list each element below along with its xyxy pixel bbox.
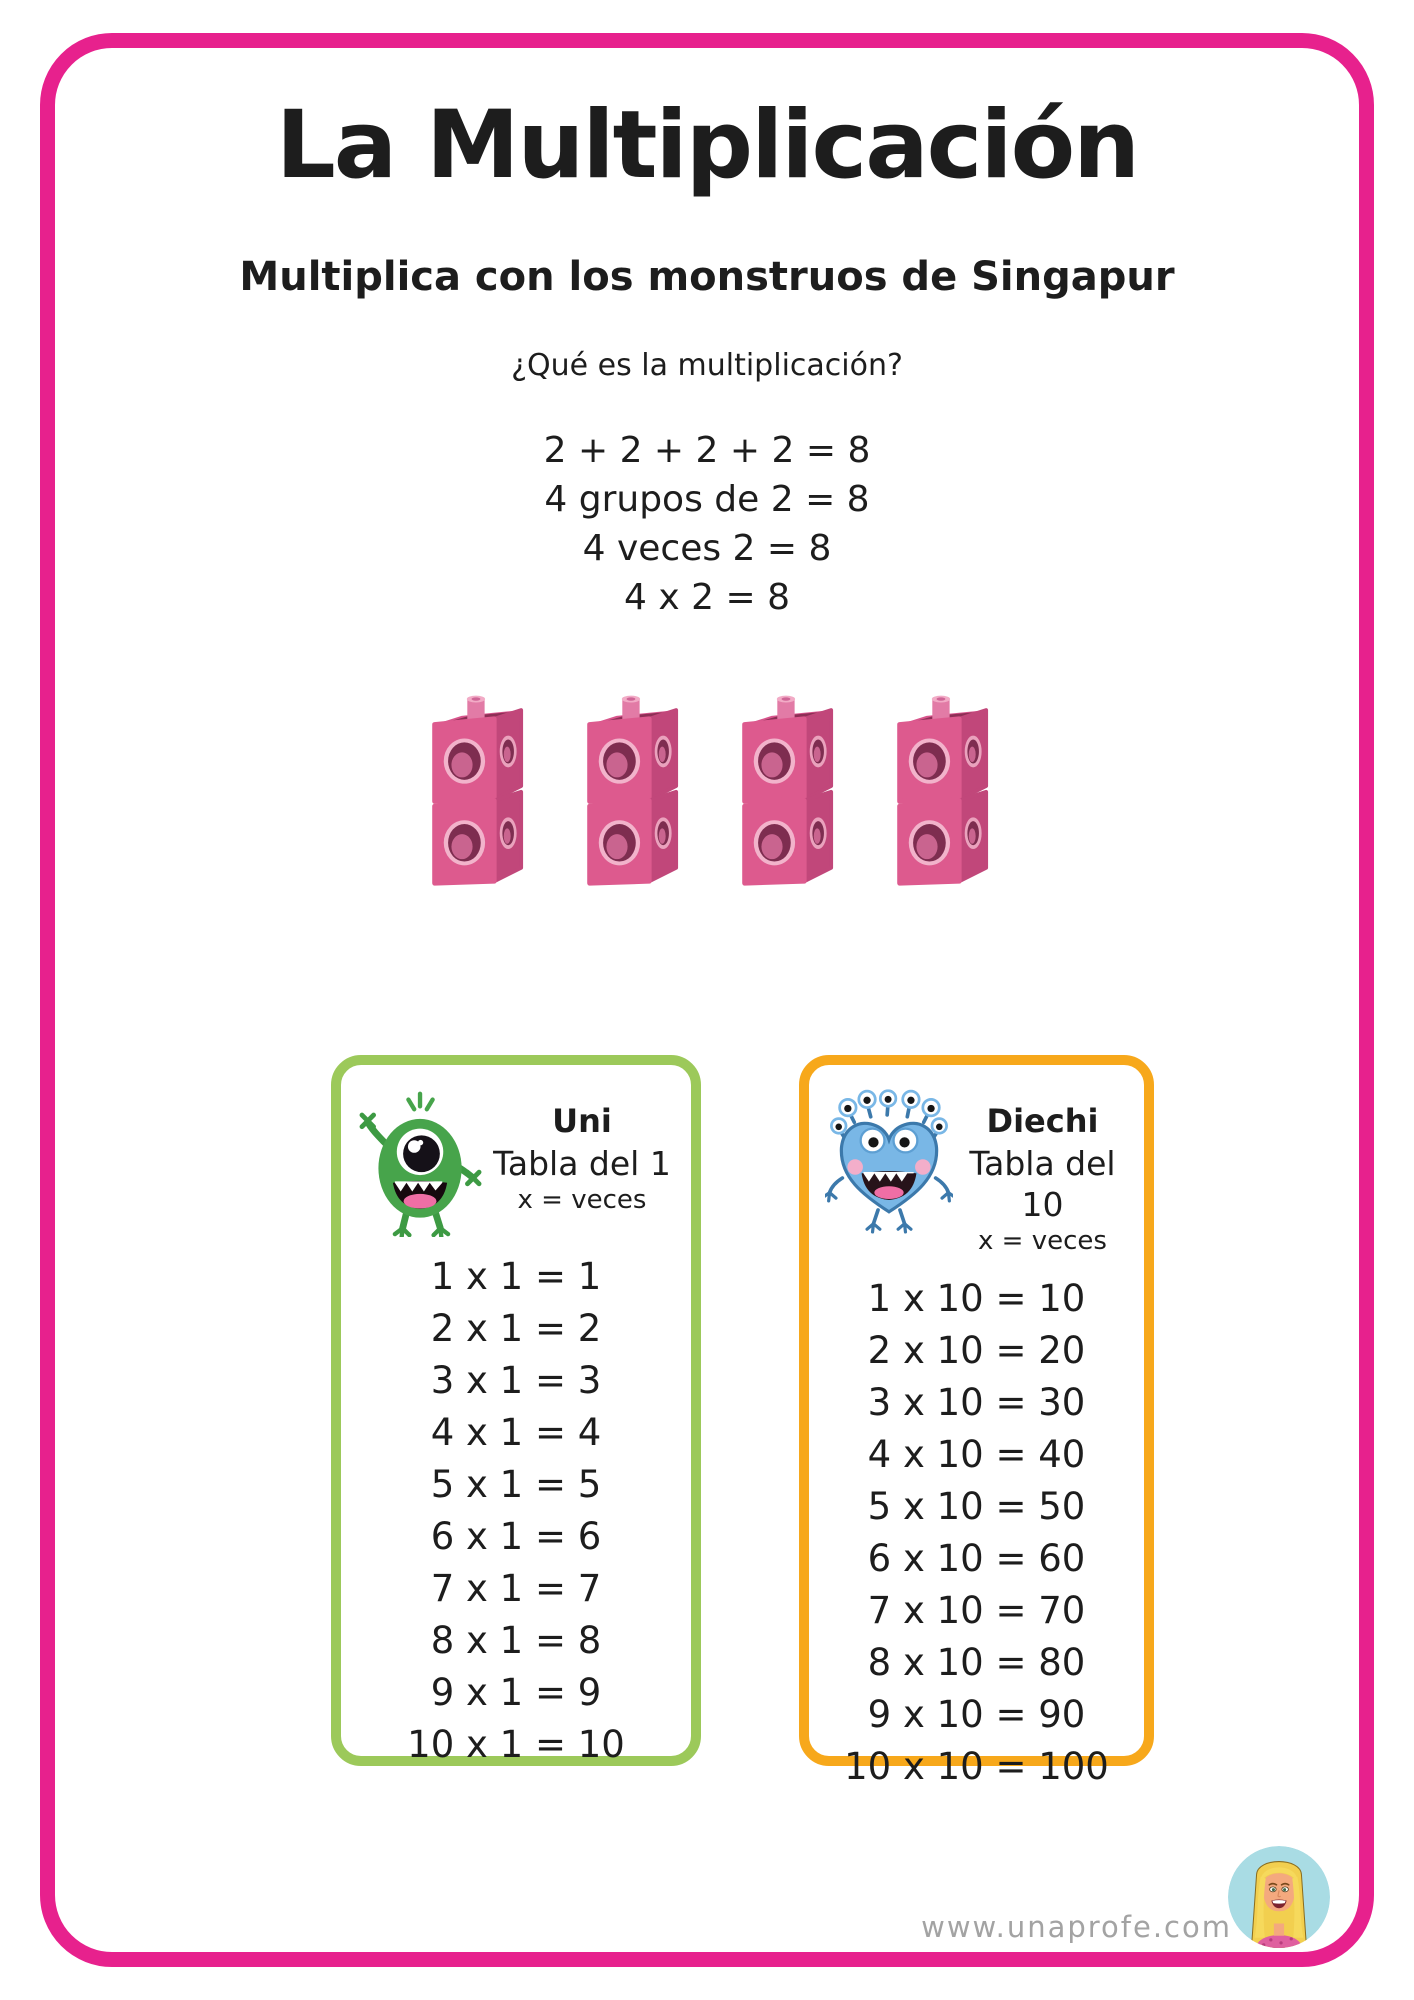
table-row: 5 x 10 = 50 <box>867 1484 1086 1528</box>
table-row: 5 x 1 = 5 <box>430 1463 602 1506</box>
table-box-10 <box>799 1055 1154 1788</box>
equation-line: 4 x 2 = 8 <box>624 577 790 618</box>
table-row: 3 x 10 = 30 <box>867 1380 1086 1424</box>
table-box-1-header <box>341 1065 691 1237</box>
table-row: 1 x 10 = 10 <box>867 1276 1086 1320</box>
table-title: Tabla del 10 <box>969 1143 1116 1224</box>
linking-cube-stack <box>890 688 990 888</box>
table-row: 10 x 10 = 100 <box>844 1744 1109 1788</box>
equations-block <box>0 426 1414 622</box>
linking-cube-stack <box>425 688 525 888</box>
table-row: 9 x 1 = 9 <box>430 1671 602 1714</box>
table-title: Tabla del 1 <box>493 1143 671 1183</box>
table-box-10-titles <box>953 1087 1132 1259</box>
website-url: www.unaprofe.com <box>921 1910 1232 1944</box>
table-row: 8 x 10 = 80 <box>867 1640 1086 1684</box>
equation-line: 4 veces 2 = 8 <box>582 528 832 569</box>
table-row: 7 x 1 = 7 <box>430 1567 602 1610</box>
table-row: 4 x 1 = 4 <box>430 1411 602 1454</box>
blue-monster-icon <box>825 1087 953 1237</box>
table-box-10-header <box>809 1065 1144 1259</box>
table-row: 9 x 10 = 90 <box>867 1692 1086 1736</box>
table-row: 4 x 10 = 40 <box>867 1432 1086 1476</box>
table-row: 3 x 1 = 3 <box>430 1359 602 1402</box>
table-row: 6 x 1 = 6 <box>430 1515 602 1558</box>
table-row: 10 x 1 = 10 <box>407 1723 625 1766</box>
table-box-1-titles <box>485 1087 679 1218</box>
question-text: ¿Qué es la multiplicación? <box>511 348 903 383</box>
page-title: La Multiplicación <box>275 91 1139 200</box>
page-border <box>40 33 1374 1967</box>
table-row: 2 x 1 = 2 <box>430 1307 602 1350</box>
table-10-rows <box>809 1273 1144 1793</box>
green-monster-icon <box>357 1087 485 1237</box>
table-1-rows <box>341 1251 691 1771</box>
monster-name: Uni <box>552 1102 612 1140</box>
table-note: x = veces <box>978 1226 1107 1257</box>
linking-cubes-illustration <box>0 688 1414 888</box>
table-row: 8 x 1 = 8 <box>430 1619 602 1662</box>
linking-cube-stack <box>735 688 835 888</box>
page-subtitle: Multiplica con los monstruos de Singapur <box>239 254 1175 300</box>
monster-name: Diechi <box>986 1102 1099 1140</box>
table-row: 2 x 10 = 20 <box>867 1328 1086 1372</box>
equation-line: 4 grupos de 2 = 8 <box>544 479 870 520</box>
table-box-1 <box>331 1055 701 1766</box>
teacher-avatar <box>1228 1846 1330 1948</box>
table-row: 1 x 1 = 1 <box>430 1255 602 1298</box>
equation-line: 2 + 2 + 2 + 2 = 8 <box>543 430 871 471</box>
table-note: x = veces <box>517 1184 647 1215</box>
table-row: 7 x 10 = 70 <box>867 1588 1086 1632</box>
table-row: 6 x 10 = 60 <box>867 1536 1086 1580</box>
linking-cube-stack <box>580 688 680 888</box>
